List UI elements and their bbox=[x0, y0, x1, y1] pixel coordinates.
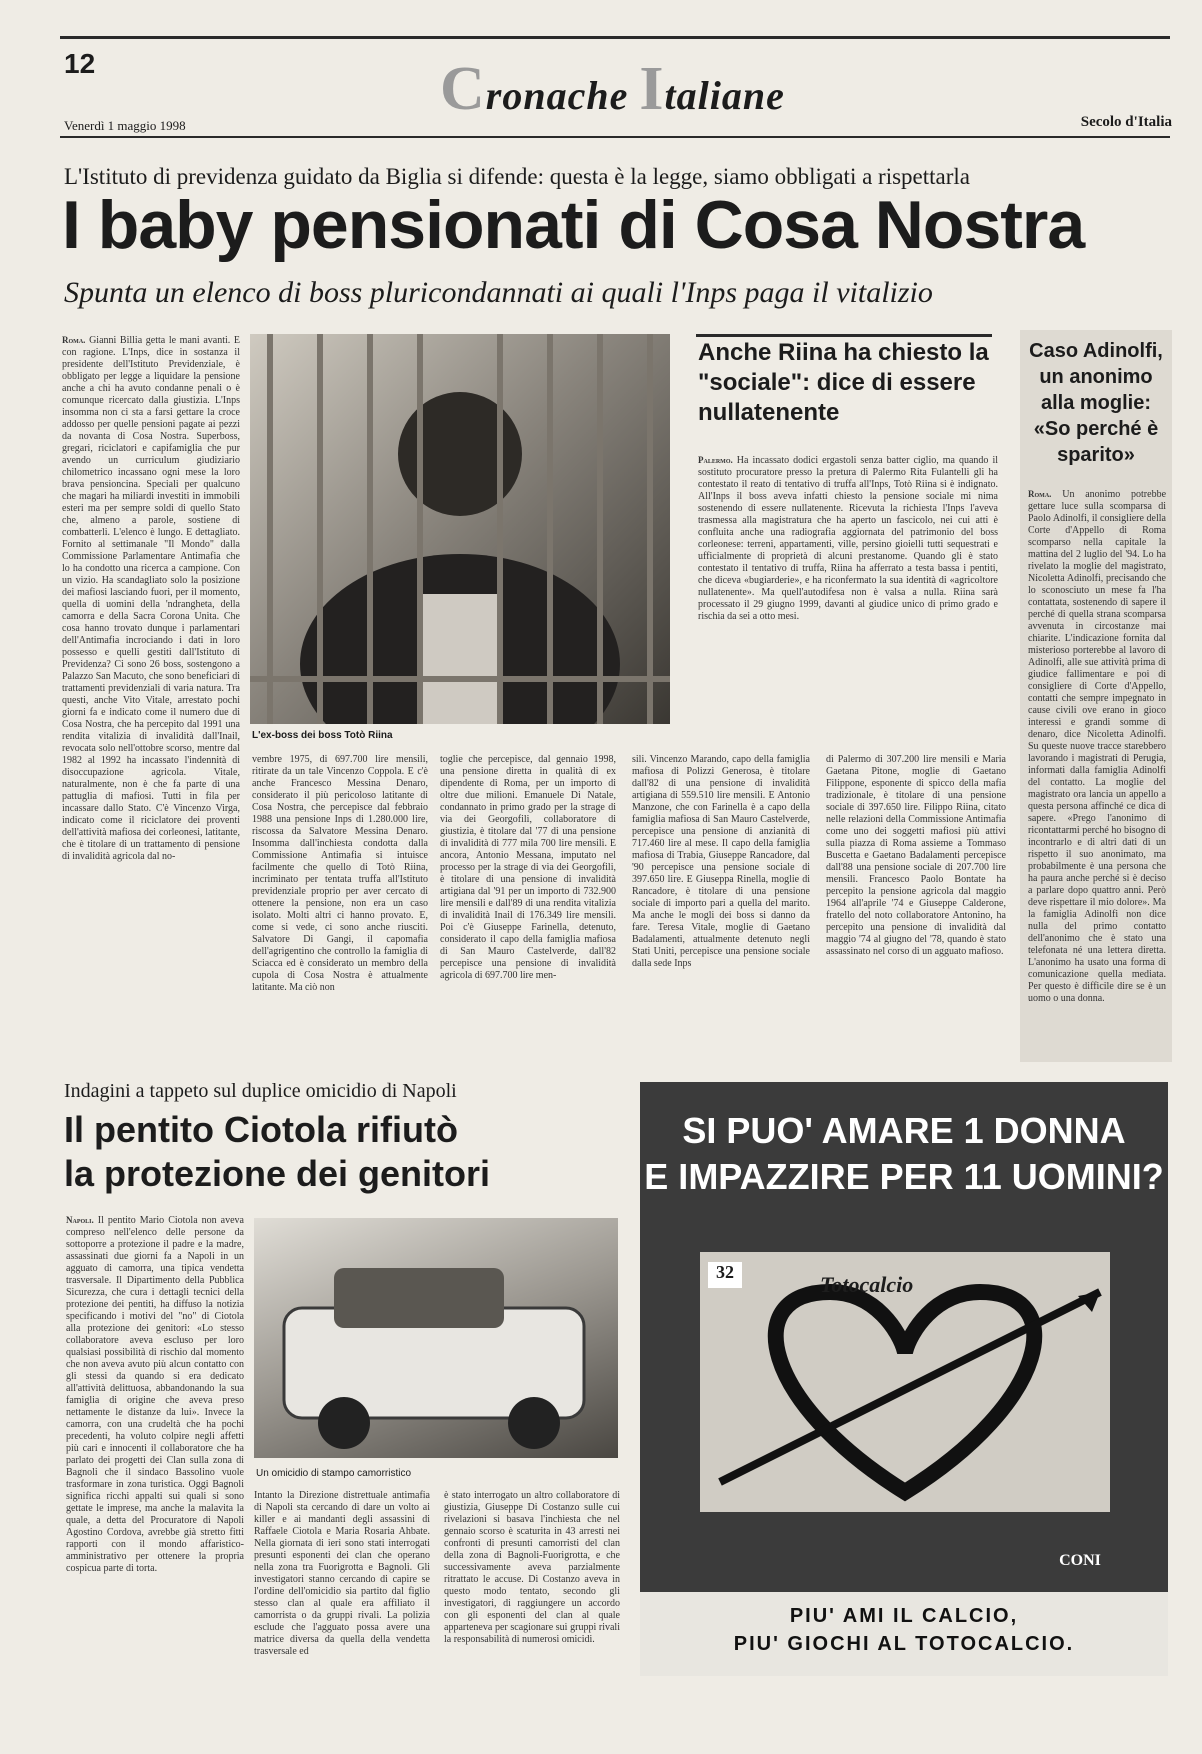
article-column-1 bbox=[62, 334, 240, 1062]
coni-logo: CONI bbox=[1059, 1552, 1101, 1569]
ad-slogan bbox=[640, 1602, 1168, 1658]
box-text: Ha incassato dodici ergastoli senza batter ciglio, ma quando il sostituto procuratore presso la pretura di Palermo Rita Fulantelli gli ha contestato il reato di tentativo di truffa all'Inps, Totò Riina si è indignato. All'Inps il boss aveva infatti chiesto la pensione sociale mi nima sostenendo di essere nullatenente. Ricevuta la richiesta l'Inps l'aveva trasmessa alla magistratura che ha aperto un fascicolo, nei cui atti è confluita anche una radiografia aggiornata del patrimonio del boss corleonese: terreni, appartamenti, ville, persino gioielli tutti sequestrati e ufficialmente di proprietà di alcuni prestanome. Quando gli è stato contestato il tentativo di truffa, Riina ha afferrato a testa bassa i pentiti, che diceva «bugiarderie», e ha riconfermato la sua identità di «agricoltore nullatenente». Ma quell'autodifesa non è valsa a nulla. Riina sarà processato il 29 giugno 1999, davanti al giudice unico di primo grado e rischia da sei a otto mesi. bbox=[698, 455, 998, 622]
box-title: Anche Riina ha chiesto la "sociale": dice di essere nullatenente bbox=[698, 339, 989, 426]
ad-headline-line-2: E IMPAZZIRE PER 11 UOMINI? bbox=[644, 1156, 1164, 1197]
article-kicker: L'Istituto di previdenza guidato da Biglia si difende: questa è la legge, siamo obbligati a rispettarla bbox=[64, 164, 970, 189]
box-body bbox=[698, 454, 998, 724]
article-column-4: sili. Vincenzo Marando, capo della famiglia mafiosa di Polizzi Generosa, è titolare dall'82 di una pensione di invalidità artigiana di 559.510 lire mensili. E Antonio Manzone, che con Farinella è a capo della famiglia mafiosa di San Mauro Castelverde, percepisce una pensione di anzianità di 717.460 lire al mese. Il capo della famiglia mafiosa di Trabia, Giuseppe Rancadore, dal '90 percepisce una pensione sociale di 397.650 lire. E Giuseppa Rinella, moglie di Rancadore, è titolare di una pensione sociale di importo pari a quella del marito. Ma anche le mogli dei boss si danno da fare. Teresa Vitale, moglie di Gaetano Badalamenti, attualmente detenuto negli Stati Uniti, percepisce una pensione sociale dalla sede Inps bbox=[632, 754, 810, 969]
ad-headline bbox=[640, 1108, 1168, 1200]
sidebar-title: Caso Adinolfi, un anonimo alla moglie: «So perché è sparito» bbox=[1029, 340, 1163, 466]
article-column-5: di Palermo di 307.200 lire mensili e Maria Gaetana Pitone, moglie di Gaetano Filippone, esponente di spicco della mafia tradizionale, è titolare di una pensione sociale di 397.650 lire. Filippo Riina, citato nelle relazioni della Commissione Antimafia come uno dei soggetti mafiosi più attivi sulla piazza di Roma assieme a Tommaso Buscetta e Gaetano Badalamenti percepisce dall'88 una pensione sociale di 207.700 lire mensili. Francesco Paolo Bontate ha percepito la pensione agricola dal maggio 1964 all'aprile '74 e Giuseppe Calderone, fratello del noto collaboratore Antonino, ha percepito una pensione di invalidità dal maggio '74 al giugno del '78, quando è stato assassinato nel corso di un agguato mafioso. bbox=[826, 754, 1006, 957]
ad-slogan-line-1: PIU' AMI IL CALCIO, bbox=[789, 1605, 1019, 1627]
headline-line-2: la protezione dei genitori bbox=[64, 1153, 491, 1194]
article2-column-1 bbox=[66, 1214, 244, 1684]
ad-slogan-line-2: PIU' GIOCHI AL TOTOCALCIO. bbox=[733, 1633, 1075, 1655]
section-initial-c: C bbox=[440, 55, 486, 123]
coupon-number: 32 bbox=[708, 1262, 742, 1288]
section-word-1: ronache bbox=[485, 73, 640, 118]
crime-scene-photo bbox=[254, 1218, 618, 1458]
top-rule bbox=[60, 36, 1170, 39]
photo-caption: L'ex-boss dei boss Totò Riina bbox=[252, 730, 393, 741]
photo-caption: Un omicidio di stampo camorristico bbox=[256, 1468, 412, 1479]
masthead: Secolo d'Italia bbox=[1080, 114, 1172, 130]
column-text: Gianni Billia getta le mani avanti. E con ragione. L'Inps, dice in sostanza il presidente dell'Istituto Previdenziale, è obbligato per legge a liquidare la pensione anche a chi ha avuto condanne penali o è comunque ricercato dalla giustizia. L'Inps insomma non ci sta a farsi gettare la croce addosso per quelle pensioni pagate ai pezzi da novanta di Cosa Nostra. Superboss, gregari, riciclatori e capifamiglia che pur avendo un curriculum giudiziario chilometrico incassano ogni mese la loro brava pensioncina. Speciali per qualcuno che magari ha miliardi investiti in immobili esteri ma per sempre soldi di quello Stato che, almeno a parole, sostiene di combatterli. L'elenco è lungo. E dettagliato. Fornito al settimanale "Il Mondo" dalla Commissione Parlamentare Antimafia che lo ha condotto una ricerca a campione. Con un vizio. Ha scandagliato solo la posizione dei mafiosi lasciando fuori, per il momento, quella di uomini della 'ndrangheta, della camorra e della Sacra Corona Unita. Che cosa hanno trovato dunque i parlamentari dell'Antimafia incrociando i dati in loro possesso e quelli gestiti dall'Istituto di Previdenza? Ci sono 26 boss, sostengono a Palazzo San Macuto, che sono beneficiari di trattamenti previdenziali di varia natura. Tra questi, anche Vito Vitale, arrestato pochi giorni fa e indicato come il numero due di Cosa Nostra, che ha percepito dal 1991 una rendita vitalizia di invalidità dall'Inail, revocata solo nell'ottobre scorso, mentre dal 1982 al 1992 ha incassato l'indennità di disoccupazione agricola. Vitale, naturalmente, non è che fa parte di una pattuglia di mafiosi. Tutti in fila per incassare dallo Stato. C'è Vincenzo Virga, indicato come il riciclatore dei proventi dell'attività mafiosa dei corleonesi, latitante, che è titolare di un trattamento di pensione di invalidità agricola dal no- bbox=[62, 335, 240, 862]
riina-photo bbox=[250, 334, 670, 724]
headline-line-1: Il pentito Ciotola rifiutò bbox=[64, 1109, 458, 1150]
column-text: Il pentito Mario Ciotola non aveva compreso nell'elenco delle persone da sottoporre a protezione il padre e la madre, assassinati due giorni fa a Napoli in un agguato di camorra, una tipica vendetta trasversale. Il Dipartimento della Pubblica Sicurezza, che cura i dettagli tecnici della protezione dei pentiti, ha diffuso la notizia specificando i motivi del "no" di Ciotola alla protezione dei genitori: «Lo stesso collaboratore aveva escluso per loro qualsiasi possibilità di rischio dal momento che non aveva avuto più alcun contatto con gli stessi da quando si era dedicato all'attività delittuosa, abbandonando la sua famiglia di origine che aveva preso nettamente le distanze da lui». Invece la camorra, con una crudeltà che ha pochi precedenti, ha voluto colpire negli affetti più cari e innocenti il collaboratore che ha parlato dei progetti dei Clan sulla zona di Bagnoli che il sindaco Bassolino vuole trasformare in zona turistica. Oggi Bagnoli significa ricchi appalti sui quali si sono gettate le imprese, ma anche la malavita la quale, a detta del Procuratore di Napoli Agostino Cordova, avrebbe già stretto fitti rapporti con il mondo affaristico-amministrativo per ottenere la propria cospicua parte di torta. bbox=[66, 1215, 244, 1574]
dateline-place: Napoli. bbox=[66, 1215, 94, 1225]
section-initial-i: I bbox=[639, 55, 665, 123]
sidebar-text: Un anonimo potrebbe gettare luce sulla scomparsa di Paolo Adinolfi, il consigliere della Corte d'Appello di Roma scomparso nella capitale la mattina del 2 luglio del '94. Lo ha rivelato la moglie del magistrato, Nicoletta Adinolfi, precisando che lo sconosciuto un mese fa l'ha contattata, sostenendo di sapere il perché di quella strana scomparsa avvenuta in circostanze mai chiarite. L'indicazione fornita dal misterioso porterebbe al lavoro di Adinolfi, alle sue attività prima di giudice fallimentare e poi di consigliere di Corte d'Appello, contatti che sempre impegnato in cause civili ove erano in gioco interessi e grandi somme di denaro, dice Nicoletta Adinolfi. Su queste nuove tracce starebbero lavorando i magistrati di Perugia, informati dalla famiglia Adinolfi del contatto. La moglie del magistrato ora lancia un appello a questa persona affinché ce dica di sapere. «Prego l'anonimo di ricontattarmi perché ho bisogno di incontrarlo e di altri dati di un rispetto il suo anonimato, ma probabilmente è una persona che ha paura anche perché si è deciso a parlare dopo quattro anni. Però deve rispettare il mio dolore». Ma la famiglia Adinolfi non dice nulla del primo contatto dell'anonimo che è stato una telefonata né una lettera diretta. L'anonimo ha usato una forma di comunicazione quella mediata. Per questo è difficile dire se è un uomo o una donna. bbox=[1028, 489, 1166, 1004]
article2-column-2: Intanto la Direzione distrettuale antimafia di Napoli sta cercando di dare un volto ai killer e ai mandanti degli assassini di Raffaele Ciotola e Maria Rosaria Ahbate. Nella giornata di ieri sono stati interrogati presunti esponenti dei clan che operano nella zona tra Fuorigrotta e Bagnoli. Gli investigatori stanno cercando di capire se l'ordine dell'omicidio sia partito dal figlio stesso clan al quale era affiliato il camorrista o da gruppi rivali. La polizia esclude che l'agguato possa avere una matrice diversa da quella della vendetta trasversale ed bbox=[254, 1490, 430, 1657]
article2-column-3: è stato interrogato un altro collaboratore di giustizia, Giuseppe Di Costanzo sulle cui rivelazioni si basava l'inchiesta che nel gennaio scorso è scaturita in 43 arresti nei confronti di presunti camorristi del clan della zona di Bagnoli-Fuorigrotta, e che successivamente aveva parzialmente ritrattato le accuse. Di Costanzo aveva in questo modo tentato, secondo gli investigatori, di raggiungere un accordo con gli esponenti del clan al quale apparteneva per scagionare sui gruppi rivali la responsabilità di numerosi omicidi. bbox=[444, 1490, 620, 1645]
dateline-place: Palermo. bbox=[698, 455, 733, 465]
totocalcio-advertisement bbox=[640, 1082, 1168, 1676]
article-column-3: toglie che percepisce, dal gennaio 1998, una pensione diretta in qualità di ex dipendente di Roma, per un importo di oltre due milioni. Emanuele Di Natale, condannato in primo grado per la strage di via dei Georgofili, collaboratore di giustizia, è titolare dal '77 di una pensione di invalidità di 777 mila 700 lire mensili. E ancora, Antonio Messana, imputato nel processo per la strage di via dei Georgofili, è titolare di una pensione di invalidità artigiana dal '91 per un importo di 732.900 lire mensili e dall'89 di una rendita vitalizia di invalidità Inail di 176.349 lire mensili. Poi c'è Giuseppe Farinella, detenuto, considerato il capo della famiglia mafiosa di San Mauro Castelverde, dall'82 percepisce una pensione di invalidità agricola di 697.700 lire men- bbox=[440, 754, 616, 981]
section-title bbox=[440, 54, 785, 125]
prison-bars-graphic bbox=[250, 334, 670, 724]
article-subheadline: Spunta un elenco di boss pluricondannati ai quali l'Inps paga il vitalizio bbox=[64, 276, 933, 309]
section-word-2: taliane bbox=[664, 73, 785, 118]
dateline-place: Roma. bbox=[1028, 489, 1052, 499]
article2-headline bbox=[64, 1108, 490, 1196]
box-rule bbox=[696, 334, 992, 337]
car-graphic bbox=[254, 1218, 618, 1458]
ad-headline-line-1: SI PUO' AMARE 1 DONNA bbox=[682, 1110, 1126, 1151]
page-number: 12 bbox=[64, 48, 96, 79]
article-headline: I baby pensionati di Cosa Nostra bbox=[62, 187, 1085, 263]
totocalcio-logo: Totocalcio bbox=[820, 1272, 914, 1297]
dateline-place: Roma. bbox=[62, 335, 86, 345]
issue-date: Venerdì 1 maggio 1998 bbox=[64, 118, 186, 133]
sidebar-body bbox=[1028, 488, 1166, 1056]
article2-kicker: Indagini a tappeto sul duplice omicidio di Napoli bbox=[64, 1080, 457, 1102]
header-rule bbox=[60, 136, 1170, 138]
article-column-2: vembre 1975, di 697.700 lire mensili, ritirate da un tale Vincenzo Coppola. E c'è anche Francesco Messina Denaro, considerato il più pericoloso latitante di Cosa Nostra, che percepisce dal febbraio 1988 una pensione Inps di 1.280.000 lire, riscossa da Salvatore Messina Denaro. Insomma dall'inchiesta condotta dalla Commissione Antimafia si intuisce facilmente che quello di Totò Riina, incriminato per tentata truffa all'Istituto previdenziale proprio per aver cercato di ottenere la pensione, non era un caso isolato. Molti altri ci hanno provato. E, come si vede, ci sono anche riusciti. Salvatore Di Gangi, il capomafia dell'agrigentino che controllo la famiglia di Sciacca ed è considerato un membro della cupola di Cosa Nostra è attualmente latitante. Ma ciò non bbox=[252, 754, 428, 993]
